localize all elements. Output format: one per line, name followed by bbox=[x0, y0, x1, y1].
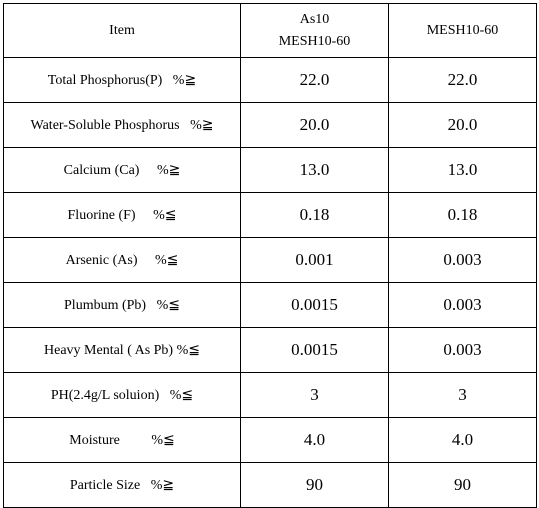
table-row bbox=[4, 193, 537, 238]
value-cell-mesh: 0.18 bbox=[389, 193, 537, 238]
item-cell: Particle Size %≧ bbox=[4, 463, 241, 508]
item-cell: Calcium (Ca) %≧ bbox=[4, 148, 241, 193]
item-cell: Water-Soluble Phosphorus %≧ bbox=[4, 103, 241, 148]
value-cell-mesh: 13.0 bbox=[389, 148, 537, 193]
value-cell-as10: 0.0015 bbox=[241, 328, 389, 373]
value-cell-mesh: 20.0 bbox=[389, 103, 537, 148]
value-cell-as10: 90 bbox=[241, 463, 389, 508]
value-cell-mesh: 0.003 bbox=[389, 283, 537, 328]
specification-table bbox=[3, 3, 537, 508]
table-row bbox=[4, 418, 537, 463]
value-cell-as10: 0.0015 bbox=[241, 283, 389, 328]
value-cell-as10: 20.0 bbox=[241, 103, 389, 148]
value-cell-mesh: 90 bbox=[389, 463, 537, 508]
header-col-mesh: MESH10-60 bbox=[389, 4, 537, 58]
item-cell: Plumbum (Pb) %≦ bbox=[4, 283, 241, 328]
table-row bbox=[4, 238, 537, 283]
header-item: Item bbox=[4, 4, 241, 58]
header-col-as10 bbox=[241, 4, 389, 58]
value-cell-mesh: 0.003 bbox=[389, 238, 537, 283]
header-col-as10-line1: As10 bbox=[299, 11, 330, 27]
item-cell: Fluorine (F) %≦ bbox=[4, 193, 241, 238]
table-row bbox=[4, 103, 537, 148]
value-cell-mesh: 0.003 bbox=[389, 328, 537, 373]
item-cell: PH(2.4g/L soluion) %≦ bbox=[4, 373, 241, 418]
value-cell-mesh: 4.0 bbox=[389, 418, 537, 463]
value-cell-as10: 3 bbox=[241, 373, 389, 418]
header-col-as10-line2: MESH10-60 bbox=[278, 33, 351, 49]
table-row bbox=[4, 463, 537, 508]
table-row bbox=[4, 283, 537, 328]
item-cell: Moisture %≦ bbox=[4, 418, 241, 463]
header-row bbox=[4, 4, 537, 58]
value-cell-as10: 0.18 bbox=[241, 193, 389, 238]
table-row bbox=[4, 148, 537, 193]
table-row bbox=[4, 328, 537, 373]
item-cell: Total Phosphorus(P) %≧ bbox=[4, 58, 241, 103]
value-cell-as10: 22.0 bbox=[241, 58, 389, 103]
value-cell-mesh: 22.0 bbox=[389, 58, 537, 103]
value-cell-mesh: 3 bbox=[389, 373, 537, 418]
value-cell-as10: 4.0 bbox=[241, 418, 389, 463]
table-row bbox=[4, 58, 537, 103]
item-cell: Heavy Mental ( As Pb) %≦ bbox=[4, 328, 241, 373]
item-cell: Arsenic (As) %≦ bbox=[4, 238, 241, 283]
value-cell-as10: 13.0 bbox=[241, 148, 389, 193]
table-row bbox=[4, 373, 537, 418]
value-cell-as10: 0.001 bbox=[241, 238, 389, 283]
